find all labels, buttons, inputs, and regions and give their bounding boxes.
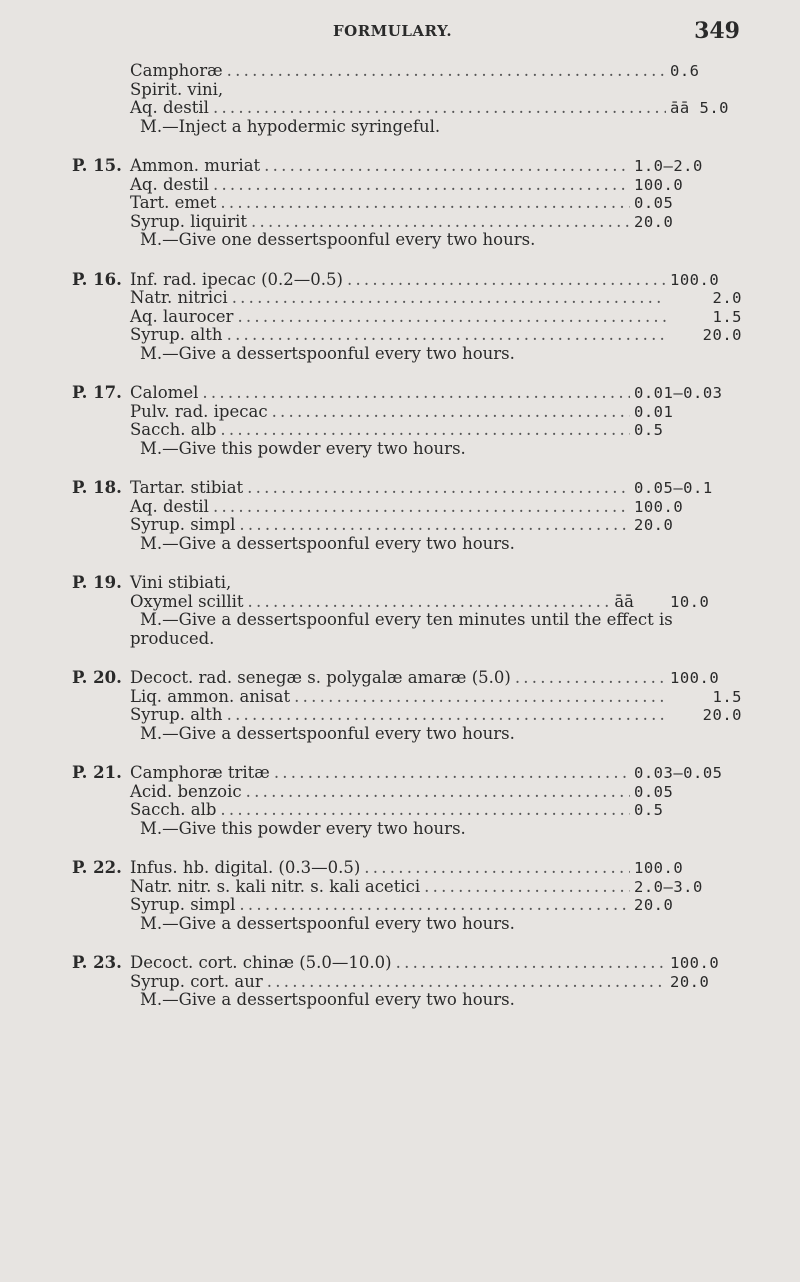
- ingredient-name: Inf. rad. ipecac (0.2—0.5): [130, 269, 343, 289]
- ingredient-line: [72, 81, 748, 100]
- ana-mark: āā: [614, 591, 634, 611]
- ingredient-name: Syrup. simpl: [130, 895, 236, 914]
- formula-direction: M.—Inject a hypodermic syringeful.: [140, 116, 441, 136]
- ingredient-quantity: 0.05—0.1: [634, 479, 713, 497]
- ingredient-quantity: 1.0—2.0: [634, 157, 703, 175]
- leader-dots: [213, 99, 666, 118]
- ingredient-line: [72, 706, 748, 725]
- ingredient-line: [72, 878, 748, 897]
- ingredient-line: [72, 421, 748, 440]
- ingredient-name: Aq. destil: [130, 174, 209, 194]
- ingredient-quantity: 100.0: [634, 175, 684, 194]
- ingredient-name: Decoct. rad. senegæ s. polygalæ amaræ (5.0): [130, 668, 511, 687]
- ingredient-line: [72, 498, 748, 517]
- formula-p21: [72, 764, 748, 838]
- leader-dots: [213, 176, 630, 195]
- formula-direction: M.—Give this powder every two hours.: [140, 438, 466, 458]
- ingredient-quantity: 0.03—0.05: [634, 764, 723, 782]
- ingredient-line: [72, 896, 748, 915]
- ingredient-quantity: 20.0: [634, 212, 674, 231]
- ingredient-name: Syrup. liquirit: [130, 211, 248, 231]
- leader-dots: [247, 479, 630, 498]
- ingredient-line: [72, 213, 748, 232]
- formula-number: P. 15.: [72, 156, 122, 175]
- ingredient-quantity: 2.0—3.0: [634, 877, 703, 896]
- ingredient-name: Calomel: [130, 383, 199, 402]
- leader-dots: [396, 954, 666, 973]
- ingredient-name: Tart. emet: [130, 193, 217, 212]
- ingredient-name: Natr. nitr. s. kali nitr. s. kali acetici: [130, 876, 421, 896]
- formulary-content: [72, 62, 748, 1031]
- ingredient-line: [72, 574, 748, 593]
- ingredient-quantity: 100.0: [634, 859, 684, 877]
- ingredient-line: [72, 479, 748, 498]
- ingredient-line: [72, 403, 748, 422]
- formula-number: P. 19.: [72, 573, 122, 592]
- ingredient-quantity: 100.0: [670, 954, 720, 972]
- leader-dots: [364, 859, 630, 878]
- ingredient-line: [72, 954, 748, 973]
- ingredient-quantity: 100.0: [670, 270, 720, 289]
- ingredient-name: Sacch. alb: [130, 420, 217, 439]
- ingredient-line: [72, 308, 748, 327]
- ingredient-line: [72, 801, 748, 820]
- ingredient-quantity: 2.0: [712, 289, 742, 307]
- ingredient-name: Liq. ammon. anisat: [130, 686, 291, 706]
- ingredient-quantity: 0.6: [670, 62, 700, 80]
- ingredient-quantity: 20.0: [634, 516, 674, 534]
- ingredient-line: [72, 688, 748, 707]
- ingredient-name: Tartar. stibiat: [130, 478, 244, 497]
- running-title: FORMULARY.: [333, 22, 453, 40]
- leader-dots: [220, 194, 630, 213]
- ingredient-quantity: 0.05: [634, 782, 674, 801]
- formula-p19: [72, 574, 748, 648]
- formula-number: P. 16.: [72, 269, 122, 289]
- leader-dots: [347, 271, 666, 290]
- formula-p17: [72, 384, 748, 458]
- ingredient-quantity: 0.01: [634, 402, 674, 421]
- leader-dots: [227, 706, 666, 725]
- ingredient-line: [72, 157, 748, 176]
- ingredient-line: [72, 271, 748, 290]
- ingredient-quantity: 10.0: [670, 592, 710, 611]
- leader-dots: [246, 783, 630, 802]
- ingredient-quantity: 20.0: [634, 896, 674, 914]
- ingredient-name: Ammon. muriat: [130, 156, 261, 175]
- formula-direction: M.—Give a dessertspoonful every two hours.: [140, 723, 515, 743]
- formula-p23: [72, 954, 748, 1010]
- formula-number: P. 21.: [72, 763, 122, 782]
- leader-dots: [220, 801, 630, 820]
- leader-dots: [251, 213, 630, 232]
- leader-dots: [237, 308, 666, 327]
- ingredient-quantity: 1.5: [712, 687, 742, 706]
- leader-dots: [274, 764, 630, 783]
- leader-dots: [424, 878, 630, 897]
- leader-dots: [220, 421, 630, 440]
- ingredient-quantity: 100.0: [670, 669, 720, 687]
- ingredient-line: [72, 176, 748, 195]
- page-header: [0, 18, 800, 48]
- ingredient-name: Syrup. simpl: [130, 515, 236, 534]
- ingredient-name: Aq. destil: [130, 98, 209, 117]
- ingredient-line: [72, 62, 748, 81]
- leader-dots: [515, 669, 666, 688]
- formula-direction: M.—Give one dessertspoonful every two hours.: [140, 230, 536, 249]
- leader-dots: [239, 896, 630, 915]
- ingredient-line: [72, 669, 748, 688]
- formula-direction: M.—Give a dessertspoonful every two hours.: [140, 533, 515, 553]
- ingredient-name: Spirit. vini,: [130, 79, 224, 99]
- formula-direction: M.—Give this powder every two hours.: [140, 818, 466, 838]
- ingredient-quantity: 20.0: [702, 706, 742, 724]
- ingredient-line: [72, 384, 748, 403]
- ingredient-name: Acid. benzoic: [130, 781, 242, 801]
- formula-p15: [72, 157, 748, 250]
- ingredient-line: [72, 516, 748, 535]
- ingredient-name: Decoct. cort. chinæ (5.0—10.0): [130, 953, 392, 972]
- ingredient-quantity: 0.01—0.03: [634, 384, 723, 402]
- formula-direction: M.—Give a dessertspoonful every two hours.: [140, 343, 515, 363]
- ingredient-name: Syrup. alth: [130, 325, 223, 344]
- formula-p20: [72, 669, 748, 743]
- ingredient-quantity: 100.0: [634, 497, 684, 516]
- ingredient-name: Syrup. alth: [130, 705, 223, 724]
- ingredient-name: Sacch. alb: [130, 800, 217, 819]
- ingredient-line: [72, 973, 748, 992]
- ingredient-line: [72, 99, 748, 118]
- formula-number: P. 18.: [72, 478, 122, 497]
- formula-direction: M.—Give a dessertspoonful every two hours.: [140, 913, 515, 933]
- ingredient-name: Aq. destil: [130, 496, 209, 516]
- leader-dots: [272, 403, 630, 422]
- ingredient-quantity: 0.5: [634, 421, 664, 439]
- formula-number: P. 20.: [72, 668, 122, 687]
- ingredient-line: [72, 783, 748, 802]
- ingredient-name: Infus. hb. digital. (0.3—0.5): [130, 858, 361, 877]
- formula-p18: [72, 479, 748, 553]
- ingredient-line: [72, 326, 748, 345]
- ingredient-name: Camphoræ tritæ: [130, 763, 270, 782]
- formula-continued: [72, 62, 748, 136]
- ingredient-quantity: 1.5: [712, 307, 742, 326]
- formula-number: P. 23.: [72, 953, 122, 972]
- ingredient-name: Aq. laurocer: [130, 306, 234, 326]
- ingredient-quantity: 20.0: [670, 972, 710, 991]
- formula-direction: M.—Give a dessertspoonful every two hours.: [140, 990, 515, 1009]
- leader-dots: [264, 157, 630, 176]
- leader-dots: [294, 688, 666, 707]
- ingredient-name: Oxymel scillit: [130, 591, 244, 611]
- ingredient-quantity: āā 5.0: [670, 99, 729, 117]
- formula-p16: [72, 271, 748, 364]
- formula-p22: [72, 859, 748, 933]
- formula-direction: M.—Give a dessertspoonful every ten minutes until the effect is produced.: [130, 610, 673, 648]
- ingredient-name: Pulv. rad. ipecac: [130, 401, 268, 421]
- ingredient-quantity: 0.5: [634, 801, 664, 819]
- ingredient-name: Camphoræ: [130, 61, 223, 80]
- ingredient-line: [72, 764, 748, 783]
- leader-dots: [248, 593, 615, 612]
- leader-dots: [202, 384, 630, 403]
- ingredient-line: [72, 289, 748, 308]
- ingredient-name: Natr. nitrici: [130, 288, 228, 307]
- ingredient-line: [72, 859, 748, 878]
- ingredient-line: [72, 593, 748, 612]
- leader-dots: [227, 62, 666, 81]
- ingredient-line: [72, 194, 748, 213]
- leader-dots: [213, 498, 630, 517]
- ingredient-quantity: 0.05: [634, 194, 674, 212]
- formula-number: P. 17.: [72, 383, 122, 402]
- ingredient-name: Syrup. cort. aur: [130, 971, 263, 991]
- leader-dots: [239, 516, 630, 535]
- page-number: 349: [694, 18, 740, 44]
- leader-dots: [232, 289, 666, 308]
- leader-dots: [227, 326, 666, 345]
- formula-number: P. 22.: [72, 858, 122, 877]
- ingredient-quantity: 20.0: [702, 326, 742, 344]
- leader-dots: [267, 973, 666, 992]
- ingredient-name: Vini stibiati,: [130, 573, 232, 592]
